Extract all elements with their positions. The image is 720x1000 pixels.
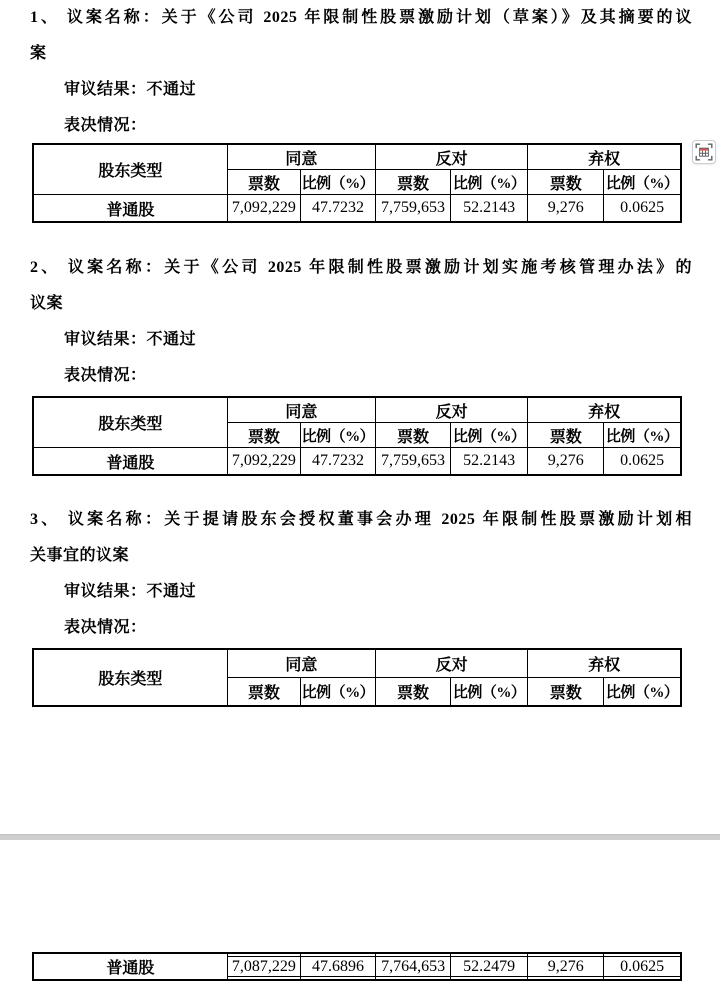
col-header-votes: 票数 (528, 678, 604, 707)
vote-status-label: 表决情况： (64, 367, 147, 384)
col-header-oppose: 反对 (376, 397, 528, 423)
proposal-section-3 (30, 502, 692, 646)
cell-shareholder-type: 普通股 (33, 448, 227, 476)
vote-table-3 (32, 648, 682, 707)
cell-oppose-votes: 7,764,653 (376, 953, 451, 980)
table-row (33, 195, 681, 223)
cell-abstain-pct: 0.0625 (604, 953, 681, 980)
col-header-agree: 同意 (227, 649, 375, 678)
col-header-pct: 比例（%） (604, 170, 681, 195)
table-row (33, 448, 681, 476)
col-header-votes: 票数 (528, 170, 604, 195)
col-header-pct: 比例（%） (300, 170, 375, 195)
cell-agree-pct: 47.7232 (300, 448, 375, 476)
vote-table-2 (32, 396, 682, 476)
proposal-title-line1: 2、 议案名称：关于《公司 2025 年限制性股票激励计划实施考核管理办法》的 (30, 259, 692, 276)
cell-oppose-votes: 7,759,653 (376, 448, 451, 476)
col-header-agree: 同意 (227, 397, 375, 423)
cell-abstain-pct: 0.0625 (604, 448, 681, 476)
col-header-votes: 票数 (227, 170, 300, 195)
cell-oppose-pct: 52.2143 (451, 195, 528, 223)
proposal-section-1 (30, 0, 692, 144)
col-header-votes: 票数 (376, 170, 451, 195)
table-capture-icon (695, 143, 713, 161)
col-header-oppose: 反对 (376, 649, 528, 678)
page-break-separator (0, 834, 720, 840)
review-result: 审议结果：不通过 (64, 583, 197, 600)
col-header-pct: 比例（%） (451, 423, 528, 448)
proposal-title-line2: 案 (30, 45, 47, 62)
col-header-votes: 票数 (227, 423, 300, 448)
proposal-title-line2: 议案 (30, 295, 64, 312)
proposal-title-line2: 关事宜的议案 (30, 547, 130, 564)
col-header-votes: 票数 (376, 423, 451, 448)
col-header-pct: 比例（%） (451, 170, 528, 195)
col-header-abstain: 弃权 (528, 144, 681, 170)
vote-table-3-continued-row (32, 952, 682, 981)
cell-agree-pct: 47.7232 (300, 195, 375, 223)
col-header-pct: 比例（%） (604, 678, 681, 707)
table-capture-button[interactable] (692, 140, 716, 164)
col-header-pct: 比例（%） (604, 423, 681, 448)
table-row (33, 953, 681, 980)
col-header-shareholder-type: 股东类型 (33, 649, 227, 706)
cell-agree-pct: 47.6896 (300, 953, 375, 980)
cell-shareholder-type: 普通股 (33, 953, 227, 980)
cell-abstain-votes: 9,276 (528, 448, 604, 476)
cell-oppose-pct: 52.2143 (451, 448, 528, 476)
col-header-votes: 票数 (376, 678, 451, 707)
cell-abstain-votes: 9,276 (528, 195, 604, 223)
col-header-votes: 票数 (528, 423, 604, 448)
vote-table-1 (32, 143, 682, 223)
vote-status-label: 表决情况： (64, 117, 147, 134)
col-header-abstain: 弃权 (528, 649, 681, 678)
col-header-abstain: 弃权 (528, 397, 681, 423)
col-header-oppose: 反对 (376, 144, 528, 170)
proposal-section-2 (30, 250, 692, 394)
cell-agree-votes: 7,087,229 (227, 953, 300, 980)
cell-abstain-votes: 9,276 (528, 953, 604, 980)
col-header-pct: 比例（%） (300, 423, 375, 448)
cell-shareholder-type: 普通股 (33, 195, 227, 223)
review-result: 审议结果：不通过 (64, 331, 197, 348)
vote-status-label: 表决情况： (64, 619, 147, 636)
col-header-votes: 票数 (227, 678, 300, 707)
proposal-title-line1: 1、 议案名称：关于《公司 2025 年限制性股票激励计划（草案）》及其摘要的议 (30, 9, 692, 26)
cell-oppose-pct: 52.2479 (451, 953, 528, 980)
cell-agree-votes: 7,092,229 (227, 448, 300, 476)
col-header-shareholder-type: 股东类型 (33, 397, 227, 448)
proposal-title-line1: 3、 议案名称：关于提请股东会授权董事会办理 2025 年限制性股票激励计划相 (30, 511, 692, 528)
col-header-agree: 同意 (227, 144, 375, 170)
cell-abstain-pct: 0.0625 (604, 195, 681, 223)
cell-oppose-votes: 7,759,653 (376, 195, 451, 223)
col-header-shareholder-type: 股东类型 (33, 144, 227, 195)
col-header-pct: 比例（%） (300, 678, 375, 707)
cell-agree-votes: 7,092,229 (227, 195, 300, 223)
col-header-pct: 比例（%） (451, 678, 528, 707)
review-result: 审议结果：不通过 (64, 81, 197, 98)
